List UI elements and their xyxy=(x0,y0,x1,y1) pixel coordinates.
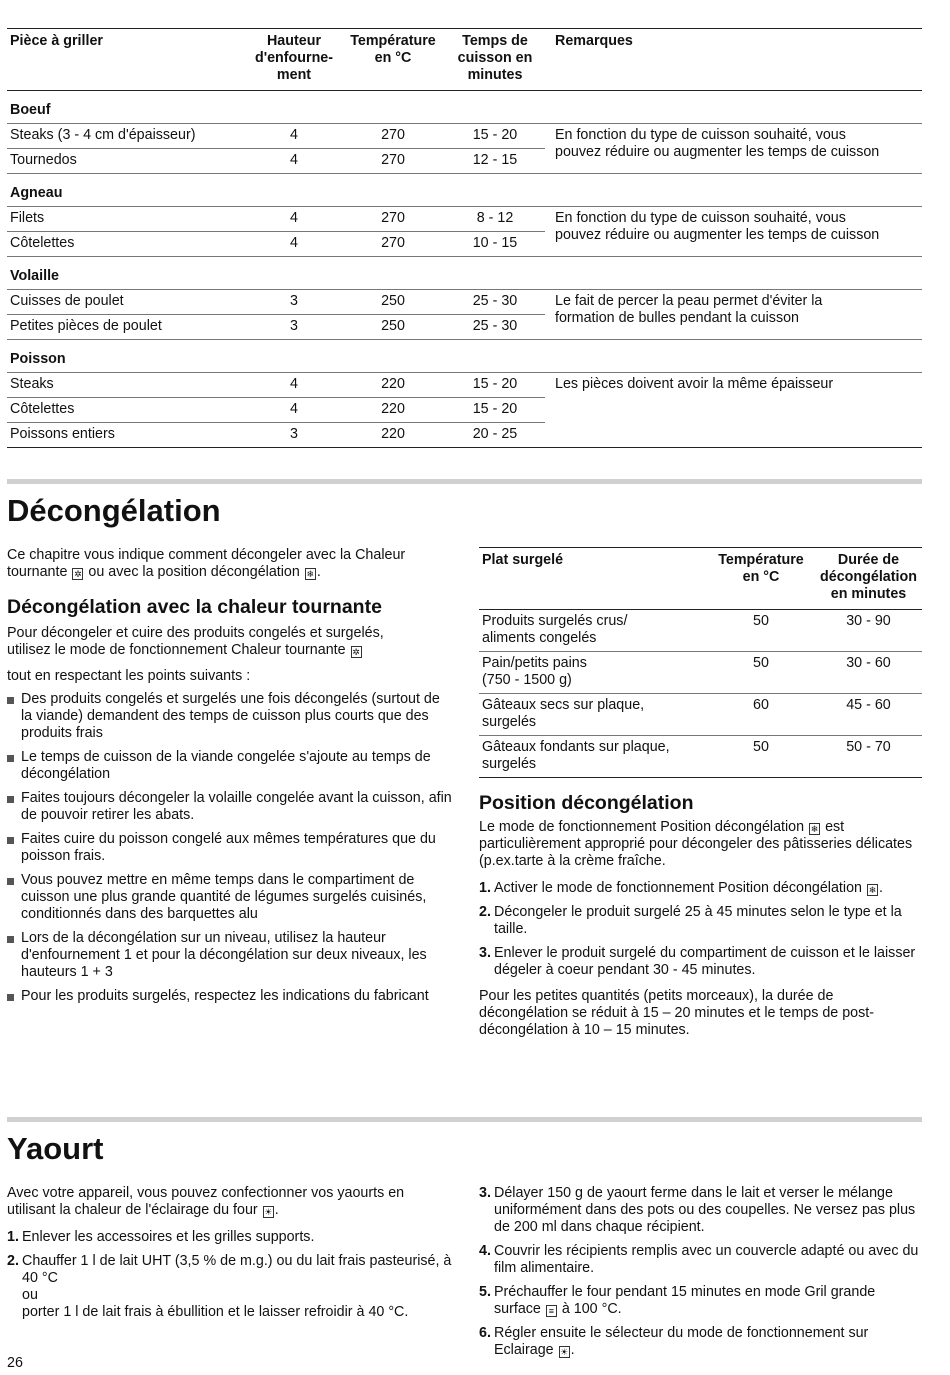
intro-paragraph: Avec votre appareil, vous pouvez confectionner vos yaourts en utilisant la chaleur de l'éclairage du four ☀ . xyxy=(7,1185,405,1218)
steps-list xyxy=(7,1229,452,1321)
square-bullet-icon xyxy=(7,755,14,762)
list-item: 5. Préchauffer le four pendant 15 minutes en mode Gril grande surface ≡ à 100 °C. xyxy=(479,1284,876,1317)
table-row: Produits surgelés crus/ aliments congelés 50 30 - 90 xyxy=(482,613,891,646)
table-row: Gâteaux secs sur plaque, surgelés 60 45 - 60 xyxy=(479,694,922,736)
paragraph: Pour les petites quantités (petits morceaux), la durée de décongélation se réduit à 15 – 20 minutes et le temps de post-décongélation à 10 – 15 minutes. xyxy=(479,988,875,1038)
table-row: Steaks 4 220 15 - 20 Les pièces doivent avoir la même épaisseur xyxy=(7,373,922,398)
section-title-yaourt: Yaourt xyxy=(7,1131,104,1166)
group-header: Agneau xyxy=(10,185,63,201)
paragraph: Pour décongeler et cuire des produits congelés et surgelés, utilisez le mode de fonctionnement Chaleur tournante ✲ xyxy=(7,625,384,658)
list-item: 1. Enlever les accessoires et les grilles supports. xyxy=(7,1229,315,1245)
decongelation-left-column xyxy=(7,547,452,1012)
oven-light-icon: ☀ xyxy=(264,1207,273,1217)
yaourt-left-column xyxy=(7,1185,452,1328)
list-item: Des produits congelés et surgelés une fois décongelés (surtout de la viande) demandent des temps de cuisson plus courts que des produits frais xyxy=(7,691,452,742)
table-row: Pain/petits pains (750 - 1500 g) 50 30 - 60 xyxy=(479,652,922,694)
square-bullet-icon xyxy=(7,697,14,704)
header-piece: Pièce à griller xyxy=(10,33,103,49)
remark: Les pièces doivent avoir la même épaisseur xyxy=(545,373,922,448)
table-row: Gâteaux fondants sur plaque, surgelés 50 50 - 70 xyxy=(479,736,922,778)
yaourt-columns xyxy=(7,1185,922,1375)
list-item: Lors de la décongélation sur un niveau, utilisez la hauteur d'enfournement 1 et pour la décongélation sur deux niveaux, les hauteurs 1 + 3 xyxy=(7,930,452,981)
header-temperature: Température en °C xyxy=(350,33,436,66)
subsection-title-chaleur-tournante: Décongélation avec la chaleur tournante xyxy=(7,596,382,618)
square-bullet-icon xyxy=(7,837,14,844)
section-divider xyxy=(7,479,922,484)
group-header: Poisson xyxy=(10,351,66,367)
subsection-title-position-decongelation: Position décongélation xyxy=(479,792,694,814)
fan-heat-icon: ✲ xyxy=(74,569,82,579)
header-temps: Temps de cuisson en minutes xyxy=(457,33,533,83)
grill-large-icon: ≡ xyxy=(546,1305,557,1317)
defrost-icon: ❄ xyxy=(810,824,819,834)
list-item: 3. Délayer 150 g de yaourt ferme dans le lait et verser le mélange uniformément dans des pots ou des coupelles. Ne versez pas plus de 200 ml dans chaque récipient. xyxy=(479,1185,916,1235)
page xyxy=(7,28,922,1375)
list-item: 2. Décongeler le produit surgelé 25 à 45 minutes selon le type et la taille. xyxy=(479,904,902,937)
header-plat: Plat surgelé xyxy=(482,552,564,568)
steps-list xyxy=(479,880,922,979)
table-row: Poissons entiers 3 220 20 - 25 xyxy=(7,423,922,448)
square-bullet-icon xyxy=(7,796,14,803)
page-number: 26 xyxy=(7,1355,23,1371)
paragraph: Le mode de fonctionnement Position décongélation ❄ est particulièrement approprié pour décongeler des pâtisseries délicates (p.ex.tarte à la crème fraîche. xyxy=(479,819,913,869)
list-item: 6. Régler ensuite le sélecteur du mode de fonctionnement sur Eclairage ☀ . xyxy=(479,1325,869,1358)
table-row: Petites pièces de poulet 3 250 25 - 30 xyxy=(7,315,922,340)
grill-table-header xyxy=(7,29,922,91)
intro-paragraph: Ce chapitre vous indique comment décongeler avec la Chaleur tournante ✲ ou avec la position décongélation ❄ . xyxy=(7,547,406,580)
table-row: Cuisses de poulet 3 250 25 - 30 Le fait de percer la peau permet d'éviter la formation de bulles pendant la cuisson xyxy=(7,290,922,315)
list-item: Faites toujours décongeler la volaille congelée avant la cuisson, afin de pouvoir retirer les abats. xyxy=(7,790,452,824)
list-item: 1. Activer le mode de fonctionnement Position décongélation ❄ . xyxy=(479,880,883,896)
bullet-list xyxy=(7,691,452,1005)
remark: En fonction du type de cuisson souhaité, vous pouvez réduire ou augmenter les temps de cuisson xyxy=(545,207,922,257)
defrost-table xyxy=(479,547,922,778)
remark: Le fait de percer la peau permet d'éviter la formation de bulles pendant la cuisson xyxy=(545,290,922,340)
remark: En fonction du type de cuisson souhaité, vous pouvez réduire ou augmenter les temps de cuisson xyxy=(545,124,922,174)
header-remarques: Remarques xyxy=(555,33,633,49)
list-item: 4. Couvrir les récipients remplis avec un couvercle adapté ou avec du film alimentaire. xyxy=(479,1243,919,1276)
fan-heat-icon: ✲ xyxy=(352,647,360,657)
oven-light-icon: ☀ xyxy=(560,1347,569,1357)
square-bullet-icon xyxy=(7,936,14,943)
header-temperature: Température en °C xyxy=(718,552,804,585)
header-duree: Durée de décongélation en minutes xyxy=(820,552,917,602)
yaourt-right-column xyxy=(479,1185,922,1366)
decongelation-columns xyxy=(7,547,922,1087)
list-item: 2. Chauffer 1 l de lait UHT (3,5 % de m.g.) ou du lait frais pasteurisé, à 40 °C ou porter 1 l de lait frais à ébullition et le laisser refroidir à 40 °C. xyxy=(7,1253,452,1320)
steps-list xyxy=(479,1185,922,1359)
list-item: Vous pouvez mettre en même temps dans le compartiment de cuisson une plus grande quantité de légumes surgelés cuisinés, conditionnés dans des barquettes alu xyxy=(7,872,452,923)
table-row: Côtelettes 4 270 10 - 15 xyxy=(7,232,922,257)
defrost-icon: ❄ xyxy=(306,569,315,579)
defrost-icon: ❄ xyxy=(868,885,877,895)
table-row: Tournedos 4 270 12 - 15 xyxy=(7,149,922,174)
list-item: 3. Enlever le produit surgelé du compartiment de cuisson et le laisser dégeler à coeur pendant 30 - 45 minutes. xyxy=(479,945,916,978)
table-row: Filets 4 270 8 - 12 En fonction du type de cuisson souhaité, vous pouvez réduire ou augmenter les temps de cuisson xyxy=(7,207,922,232)
table-row: Côtelettes 4 220 15 - 20 xyxy=(7,398,922,423)
group-header: Volaille xyxy=(10,268,59,284)
group-header: Boeuf xyxy=(10,102,51,118)
section-title-decongelation: Décongélation xyxy=(7,493,221,528)
header-hauteur: Hauteur d'enfourne- ment xyxy=(254,33,334,83)
paragraph: tout en respectant les points suivants : xyxy=(7,668,251,684)
section-divider xyxy=(7,1117,922,1122)
square-bullet-icon xyxy=(7,878,14,885)
list-item: Pour les produits surgelés, respectez les indications du fabricant xyxy=(7,988,452,1005)
grill-table xyxy=(7,28,922,448)
square-bullet-icon xyxy=(7,994,14,1001)
list-item: Faites cuire du poisson congelé aux mêmes températures que du poisson frais. xyxy=(7,831,452,865)
defrost-table-header xyxy=(479,548,922,610)
list-item: Le temps de cuisson de la viande congelée s'ajoute au temps de décongélation xyxy=(7,749,452,783)
table-row: Steaks (3 - 4 cm d'épaisseur) 4 270 15 - 20 En fonction du type de cuisson souhaité, vous pouvez réduire ou augmenter les temps de cuisson xyxy=(7,124,922,149)
decongelation-right-column xyxy=(479,547,922,1039)
